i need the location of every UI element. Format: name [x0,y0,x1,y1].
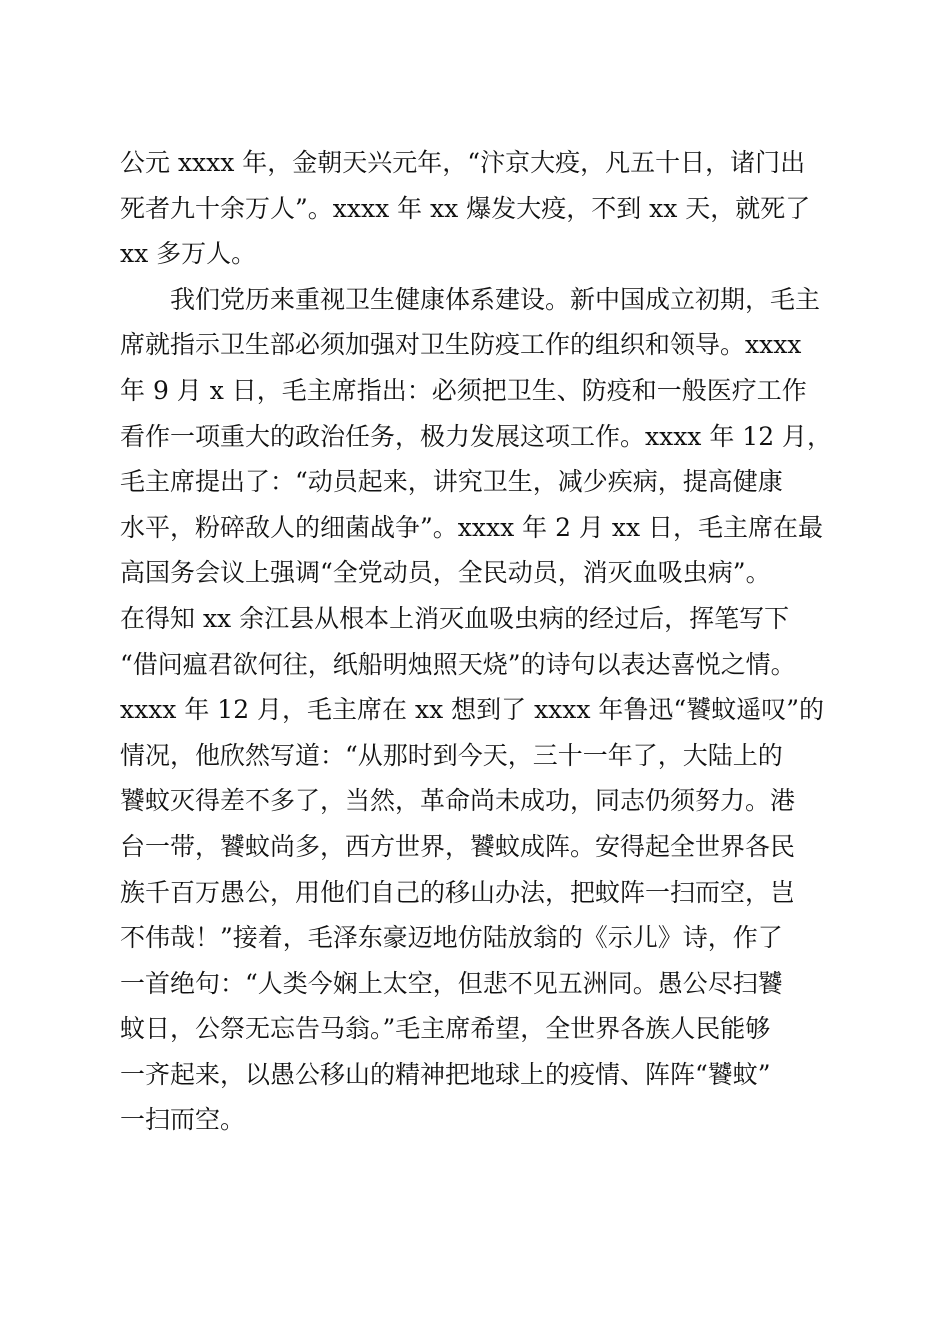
text-line: 高国务会议上强调“全党动员，全民动员，消灭血吸虫病”。 [120,558,771,588]
text-line: 席就指示卫生部必须加强对卫生防疫工作的组织和领导。xxxx [120,330,802,360]
text-line: xx 多万人。 [120,239,257,269]
text-line: 蚊日，公祭无忘告马翁。”毛主席希望，全世界各族人民能够 [120,1014,771,1044]
text-line: 我们党历来重视卫生健康体系建设。新中国成立初期，毛主 [170,284,821,314]
text-line: 一扫而空。 [120,1105,246,1135]
text-line: 情况，他欣然写道：“从那时到今天，三十一年了，大陆上的 [120,740,783,770]
text-line: 在得知 xx 余江县从根本上消灭血吸虫病的经过后，挥笔写下 [120,603,790,633]
text-line: 毛主席提出了：“动员起来，讲究卫生，减少疾病，提高健康 [120,467,783,497]
text-line: 公元 xxxx 年，金朝天兴元年，“汴京大疫，凡五十日，诸门出 [120,148,806,177]
text-line: 族千百万愚公，用他们自己的移山办法，把蚊阵一扫而空，岂 [120,877,796,907]
text-line: “借问瘟君欲何往，纸船明烛照天烧”的诗句以表达喜悦之情。 [120,649,796,679]
text-line: 死者九十余万人”。xxxx 年 xx 爆发大疫，不到 xx 天，就死了 [120,193,811,223]
document-body [120,140,835,1143]
text-line: 水平，粉碎敌人的细菌战争”。xxxx 年 2 月 xx 日，毛主席在最 [120,512,824,542]
text-line: 年 9 月 x 日，毛主席指出：必须把卫生、防疫和一般医疗工作 [120,375,807,405]
text-line: 看作一项重大的政治任务，极力发展这项工作。xxxx 年 12 月， [120,421,833,451]
text-line: 一齐起来，以愚公移山的精神把地球上的疫情、阵阵“饕蚊” [120,1059,771,1089]
paragraph-1 [120,140,835,277]
text-line: 不伟哉！”接着，毛泽东豪迈地仿陆放翁的《示儿》诗，作了 [120,923,783,953]
paragraph-2 [120,277,835,1143]
text-line: 饕蚊灭得差不多了，当然，革命尚未成功，同志仍须努力。港 [120,786,796,816]
text-line: 台一带，饕蚊尚多，西方世界，饕蚊成阵。安得起全世界各民 [120,831,796,861]
text-line: xxxx 年 12 月，毛主席在 xx 想到了 xxxx 年鲁迅“饕蚊遥叹”的 [120,695,824,725]
text-line: 一首绝句：“人类今娴上太空，但悲不见五洲同。愚公尽扫饕 [120,968,783,998]
